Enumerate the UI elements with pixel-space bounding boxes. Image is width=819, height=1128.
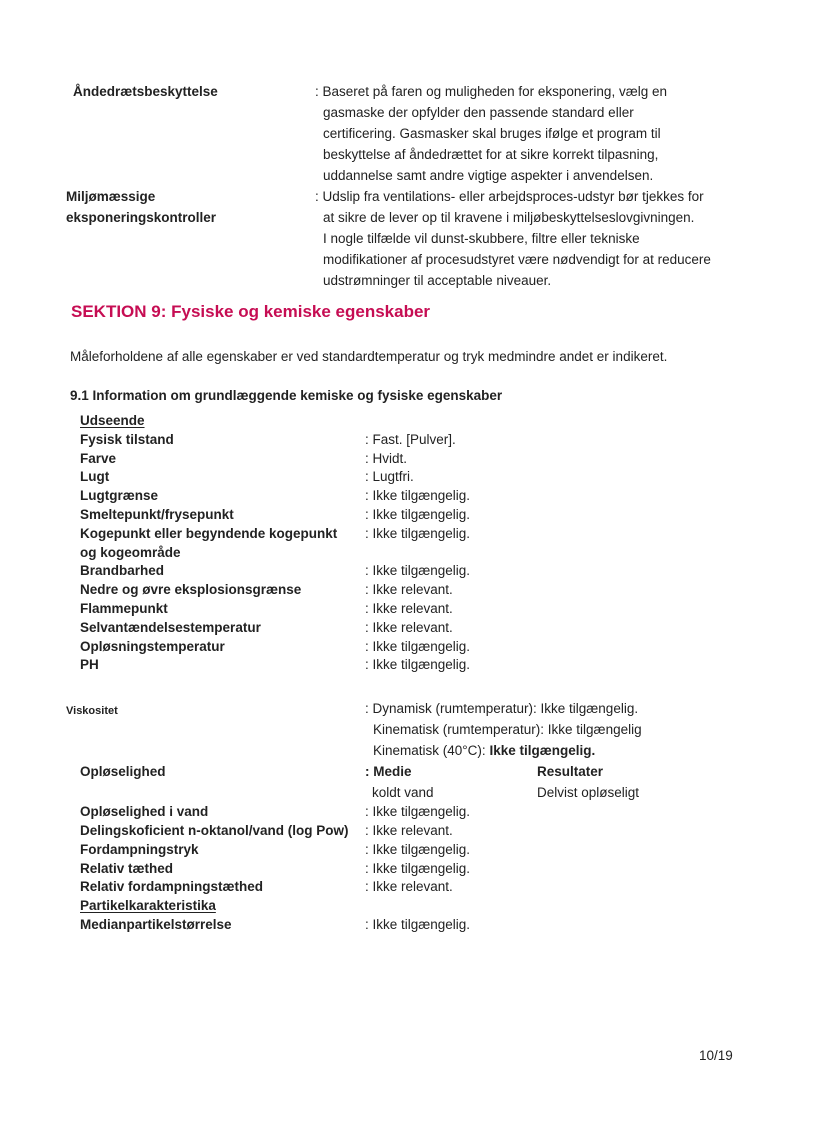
property-label: Relativ tæthed: [80, 860, 174, 876]
value-segment: Kinematisk (rumtemperatur): Ikke tilgængelig: [373, 722, 642, 738]
exposure-value-line: at sikre de lever op til kravene i miljøbeskyttelseslovgivningen.: [323, 210, 695, 225]
solubility-result-header: Resultater: [537, 764, 604, 780]
property-row: [80, 581, 809, 600]
property-row: [80, 600, 809, 619]
property-value: : Ikke relevant.: [365, 822, 453, 838]
solubility-header-row: [365, 761, 639, 782]
property-subheading-row: [80, 412, 809, 431]
property-row: [80, 656, 809, 675]
exposure-value: [315, 186, 799, 291]
property-row: [80, 761, 809, 803]
exposure-value-line: udstrømninger til acceptable niveauer.: [323, 273, 552, 288]
property-label: Relativ fordampningstæthed: [80, 879, 264, 895]
property-row: [80, 860, 809, 879]
property-label: Fordampningstryk: [80, 841, 199, 857]
measurement-conditions-note: Måleforholdene af alle egenskaber er ved standardtemperatur og tryk medmindre andet er indikeret.: [70, 349, 668, 364]
property-value: : Ikke tilgængelig.: [365, 563, 471, 579]
property-label: Nedre og øvre eksplosionsgrænse: [80, 582, 302, 598]
exposure-label-line: Miljømæssige: [66, 189, 156, 204]
property-value-line: [365, 719, 642, 740]
property-row: [80, 822, 809, 841]
solubility-entry-row: [365, 782, 639, 803]
property-label: Flammepunkt: [80, 600, 168, 616]
exposure-controls-section: [66, 81, 799, 291]
property-value: : Fast. [Pulver].: [365, 431, 456, 447]
property-value: : Ikke tilgængelig.: [365, 488, 471, 504]
solubility-medium: koldt vand: [372, 785, 434, 801]
property-value: : Ikke relevant.: [365, 582, 453, 598]
property-label: Medianpartikelstørrelse: [80, 916, 232, 932]
property-value: : Ikke tilgængelig.: [365, 525, 471, 541]
property-row: [80, 544, 809, 563]
exposure-label: [66, 186, 315, 291]
section-9-heading: SEKTION 9: Fysiske og kemiske egenskaber: [71, 302, 431, 321]
property-label: PH: [80, 657, 99, 673]
solubility-result: Delvist opløseligt: [537, 785, 640, 801]
exposure-label: [66, 81, 315, 186]
page-number: 10/19: [699, 1048, 733, 1063]
property-value: : Ikke tilgængelig.: [365, 804, 471, 820]
property-row: [80, 487, 809, 506]
property-value: : Ikke relevant.: [365, 619, 453, 635]
spacer: [80, 675, 809, 698]
exposure-label-line: eksponeringskontroller: [66, 210, 217, 225]
property-label: Lugt: [80, 469, 110, 485]
property-value: : Ikke tilgængelig.: [365, 638, 471, 654]
property-value: : Ikke relevant.: [365, 879, 453, 895]
property-subheading-row: [80, 897, 809, 916]
property-row: [80, 803, 809, 822]
property-row: [80, 450, 809, 469]
property-subheading: Partikelkarakteristika: [80, 898, 216, 914]
property-row: [80, 841, 809, 860]
property-value: [365, 698, 642, 761]
exposure-label-line: Åndedrætsbeskyttelse: [73, 84, 218, 99]
property-row: [80, 468, 809, 487]
property-label: Smeltepunkt/frysepunkt: [80, 506, 234, 522]
property-label: Fysisk tilstand: [80, 431, 174, 447]
property-value: : Ikke tilgængelig.: [365, 506, 471, 522]
exposure-value-line: gasmaske der opfylder den passende standard eller: [323, 105, 634, 120]
property-row: [66, 698, 809, 761]
property-value: : Ikke tilgængelig.: [365, 657, 471, 673]
property-row: [80, 525, 809, 544]
property-value: : Ikke tilgængelig.: [365, 860, 471, 876]
exposure-value-line: beskyttelse af åndedrættet for at sikre korrekt tilpasning,: [323, 147, 659, 162]
properties-list: [66, 412, 809, 935]
property-label: Selvantændelsestemperatur: [80, 619, 261, 635]
property-row: [80, 431, 809, 450]
property-label: Lugtgrænse: [80, 488, 159, 504]
exposure-value-line: I nogle tilfælde vil dunst-skubbere, filtre eller tekniske: [323, 231, 640, 246]
property-value: : Ikke tilgængelig.: [365, 841, 471, 857]
solubility-medium-header: : Medie: [365, 764, 412, 780]
exposure-value-line: : Udslip fra ventilations- eller arbejdsproces-udstyr bør tjekkes for: [315, 189, 704, 204]
property-row: [80, 916, 809, 935]
property-label: og kogeområde: [80, 544, 181, 560]
value-segment: Kinematisk (40°C):: [373, 743, 490, 759]
exposure-value-line: : Baseret på faren og muligheden for eksponering, vælg en: [315, 84, 667, 99]
property-row: [80, 878, 809, 897]
property-value: : Ikke relevant.: [365, 600, 453, 616]
property-row: [80, 506, 809, 525]
property-value: : Hvidt.: [365, 450, 408, 466]
value-segment: Ikke tilgængelig.: [489, 743, 596, 759]
property-value-line: [365, 698, 642, 719]
property-label: Viskositet: [66, 705, 118, 718]
property-row: [80, 638, 809, 657]
property-subheading: Udseende: [80, 413, 145, 428]
property-label: Brandbarhed: [80, 563, 165, 579]
property-label: Opløselighed i vand: [80, 804, 209, 820]
exposure-value-line: uddannelse samt andre vigtige aspekter i anvendelsen.: [323, 168, 654, 183]
property-value: : Lugtfri.: [365, 469, 414, 485]
property-label: Delingskoficient n-oktanol/vand (log Pow): [80, 822, 349, 838]
property-label: Farve: [80, 450, 117, 466]
property-label: Opløselighed: [80, 764, 166, 780]
property-row: [80, 619, 809, 638]
exposure-value: [315, 81, 799, 186]
subsection-9-1-title: 9.1 Information om grundlæggende kemiske og fysiske egenskaber: [70, 388, 503, 403]
property-label: Kogepunkt eller begyndende kogepunkt: [80, 525, 338, 541]
exposure-value-line: certificering. Gasmasker skal bruges ifølge et program til: [323, 126, 661, 141]
property-value: [365, 761, 639, 803]
exposure-value-line: modifikationer af procesudstyret være nødvendigt for at reducere: [323, 252, 711, 267]
property-label: Opløsningstemperatur: [80, 638, 225, 654]
property-row: [80, 562, 809, 581]
value-segment: : Dynamisk (rumtemperatur): Ikke tilgængelig.: [365, 701, 639, 717]
property-value-line: [365, 740, 642, 761]
property-value: : Ikke tilgængelig.: [365, 916, 471, 932]
